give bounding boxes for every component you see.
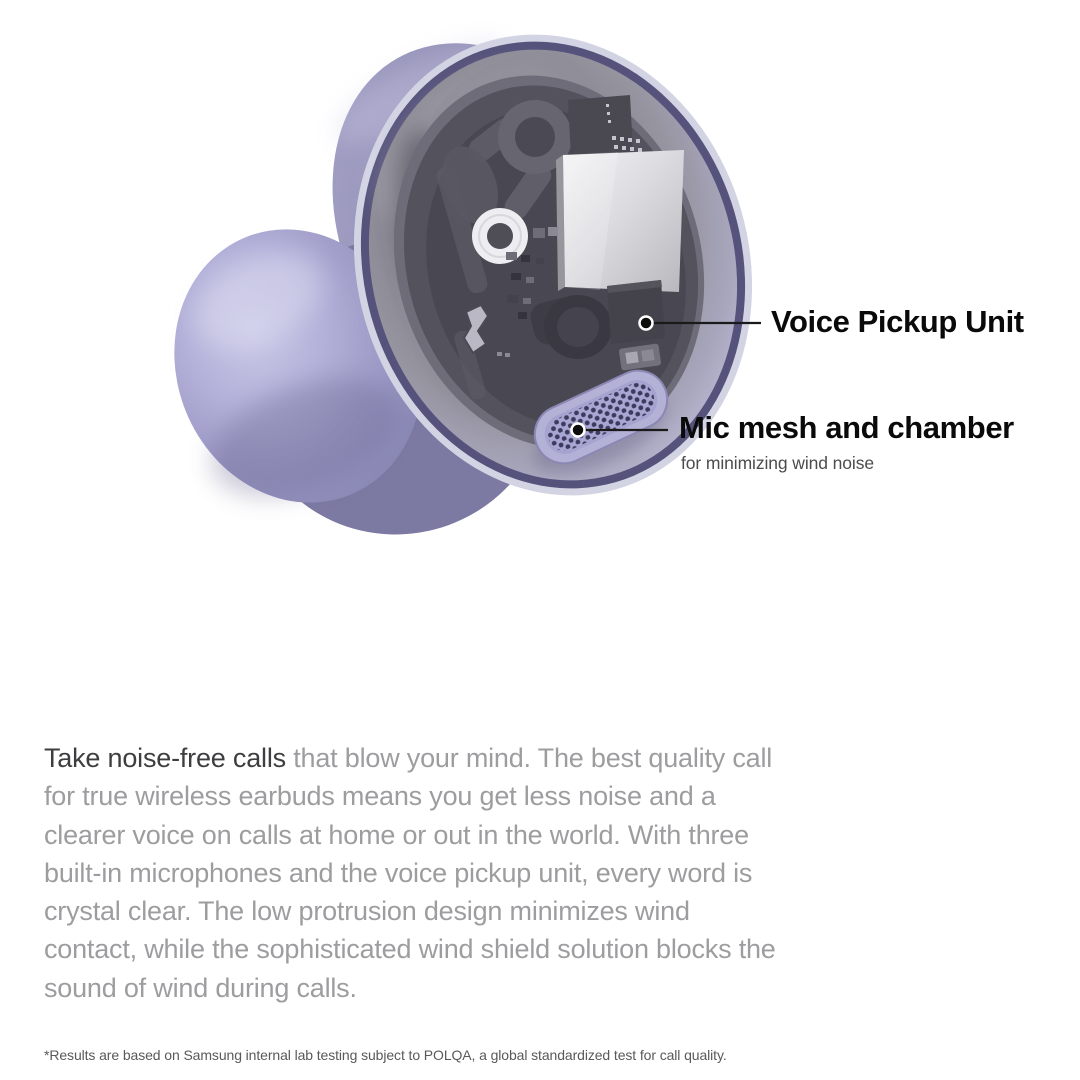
callout-label: Mic mesh and chamber — [679, 410, 1014, 445]
marketing-copy — [44, 739, 776, 1007]
footnote: *Results are based on Samsung internal lab testing subject to POLQA, a global standardized test for call quality. — [44, 1047, 727, 1063]
voice-pickup-unit-part — [607, 280, 665, 344]
copy-line-rest: that blow your mind. The best quality call — [285, 743, 773, 773]
copy-lead: Take noise-free calls — [44, 743, 286, 773]
callout-dot-icon — [640, 317, 653, 330]
copy-line: sound of wind during calls. — [44, 972, 357, 1003]
callout-label: Voice Pickup Unit — [771, 304, 1024, 339]
copy-line: built-in microphones and the voice pickup unit, every word is — [44, 857, 753, 888]
copy-line: for true wireless earbuds means you get less noise and a — [44, 781, 716, 812]
callout-dot-icon — [572, 424, 585, 437]
silver-chip — [556, 150, 684, 292]
callout-sublabel: for minimizing wind noise — [681, 453, 874, 473]
copy-line: contact, while the sophisticated wind shield solution blocks the — [44, 934, 776, 965]
copy-line: clearer voice on calls at home or out in the world. With three — [44, 819, 749, 850]
driver-magnet — [472, 208, 528, 264]
copy-line — [44, 739, 776, 777]
copy-line: crystal clear. The low protrusion design minimizes wind — [44, 896, 690, 927]
